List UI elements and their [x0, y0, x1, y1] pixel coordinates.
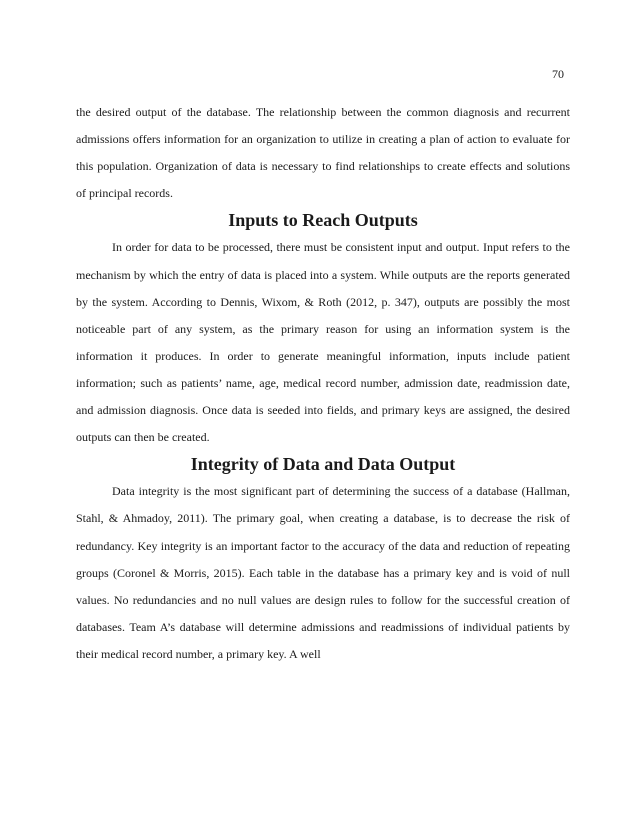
page-number: 70 — [552, 67, 564, 81]
paragraph-inputs-outputs: In order for data to be processed, there must be consistent input and output. Input refers to the mechanism by which the entry of data is placed into a system. While outputs are the reports generated by the system. According to Dennis, Wixom, & Roth (2012, p. 347), outputs are possibly the most noticeable part of any system, as the primary reason for using an information system is the information it produces. In order to generate meaningful information, inputs include patient information; such as patients’ name, age, medical record number, admission date, readmission date, and admission diagnosis. Once data is seeded into fields, and primary keys are assigned, the desired outputs can then be created. — [76, 240, 570, 445]
document-body — [76, 99, 570, 668]
paragraph-data-integrity: Data integrity is the most significant part of determining the success of a database (Hallman, Stahl, & Ahmadoy, 2011). The primary goal, when creating a database, is to decrease the risk of redundancy. Key integrity is an important factor to the accuracy of the data and reduction of repeating groups (Coronel & Morris, 2015). Each table in the database has a primary key and is void of null values. No redundancies and no null values are design rules to follow for the successful creation of databases. Team A’s database will determine admissions and readmissions of individual patients by their medical record number, a primary key. A well — [76, 484, 570, 661]
paragraph-continuation: the desired output of the database. The relationship between the common diagnosis and recurrent admissions offers information for an organization to utilize in creating a plan of action to evaluate for this population. Organization of data is necessary to find relationships to create effects and solutions of principal records. — [76, 105, 570, 201]
section-heading-integrity-of-data: Integrity of Data and Data Output — [190, 454, 456, 475]
section-heading-inputs-to-reach-outputs: Inputs to Reach Outputs — [228, 210, 418, 231]
